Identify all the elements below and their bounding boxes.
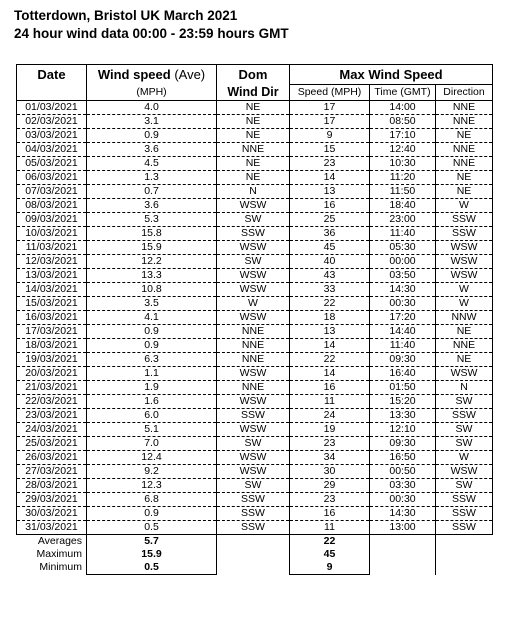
date-cell: 01/03/2021 [17, 101, 87, 115]
max-direction-cell: SSW [436, 507, 493, 521]
max-time-cell: 13:30 [370, 409, 436, 423]
max-time-cell: 08:50 [370, 115, 436, 129]
maximum-label: Maximum [36, 548, 82, 560]
dom-dir-cell: N [217, 185, 290, 199]
wind-data-table [16, 64, 493, 575]
max-speed-cell: 34 [290, 451, 370, 465]
max-direction-cell: N [436, 381, 493, 395]
averages-max: 22 [290, 535, 370, 549]
summary-blank [370, 561, 436, 575]
max-time-cell: 17:10 [370, 129, 436, 143]
max-direction-cell: NNE [436, 157, 493, 171]
dom-dir-cell: NNE [217, 339, 290, 353]
ave-speed-cell: 0.9 [87, 507, 217, 521]
table-row [17, 367, 493, 381]
max-time-cell: 11:20 [370, 171, 436, 185]
ave-speed-cell: 6.0 [87, 409, 217, 423]
report-title: Totterdown, Bristol UK March 2021 [14, 8, 238, 23]
dom-dir-cell: NE [217, 157, 290, 171]
max-speed-cell: 9 [290, 129, 370, 143]
max-time-cell: 17:20 [370, 311, 436, 325]
header-max-wind-speed: Max Wind Speed [290, 65, 493, 85]
table-row [17, 213, 493, 227]
ave-speed-cell: 13.3 [87, 269, 217, 283]
max-speed-cell: 22 [290, 353, 370, 367]
max-time-cell: 00:30 [370, 493, 436, 507]
dom-dir-cell: NE [217, 129, 290, 143]
ave-speed-cell: 12.2 [87, 255, 217, 269]
table-row [17, 339, 493, 353]
table-row [17, 101, 493, 115]
header-speed-mph: Speed (MPH) [290, 85, 370, 101]
max-direction-cell: NE [436, 171, 493, 185]
max-time-cell: 03:30 [370, 479, 436, 493]
dom-dir-cell: NNE [217, 143, 290, 157]
max-speed-cell: 45 [290, 241, 370, 255]
max-direction-cell: WSW [436, 367, 493, 381]
max-speed-cell: 29 [290, 479, 370, 493]
header-direction: Direction [436, 85, 493, 101]
dom-dir-cell: SSW [217, 227, 290, 241]
table-row [17, 521, 493, 535]
summary-blank [436, 548, 493, 561]
date-cell: 13/03/2021 [17, 269, 87, 283]
max-direction-cell: SSW [436, 213, 493, 227]
table-row [17, 395, 493, 409]
averages-ave: 5.7 [87, 535, 217, 549]
date-cell: 22/03/2021 [17, 395, 87, 409]
table-row [17, 143, 493, 157]
ave-speed-cell: 1.1 [87, 367, 217, 381]
date-cell: 19/03/2021 [17, 353, 87, 367]
ave-speed-cell: 15.8 [87, 227, 217, 241]
dom-dir-cell: WSW [217, 367, 290, 381]
ave-speed-cell: 1.9 [87, 381, 217, 395]
max-speed-cell: 14 [290, 367, 370, 381]
max-direction-cell: WSW [436, 241, 493, 255]
max-direction-cell: NNE [436, 339, 493, 353]
date-cell: 03/03/2021 [17, 129, 87, 143]
ave-speed-cell: 0.9 [87, 325, 217, 339]
max-speed-cell: 23 [290, 437, 370, 451]
date-cell: 26/03/2021 [17, 451, 87, 465]
table-row [17, 199, 493, 213]
ave-speed-cell: 0.9 [87, 129, 217, 143]
table-row [17, 409, 493, 423]
ave-speed-cell: 5.3 [87, 213, 217, 227]
ave-speed-cell: 3.6 [87, 143, 217, 157]
max-time-cell: 00:00 [370, 255, 436, 269]
max-direction-cell: NE [436, 353, 493, 367]
table-row [17, 269, 493, 283]
dom-dir-cell: W [217, 297, 290, 311]
max-time-cell: 01:50 [370, 381, 436, 395]
max-direction-cell: NNE [436, 115, 493, 129]
max-direction-cell: W [436, 199, 493, 213]
summary-blank [370, 548, 436, 561]
date-cell: 09/03/2021 [17, 213, 87, 227]
dom-dir-cell: SSW [217, 409, 290, 423]
max-direction-cell: SSW [436, 409, 493, 423]
max-speed-cell: 16 [290, 199, 370, 213]
max-speed-cell: 11 [290, 521, 370, 535]
date-cell: 04/03/2021 [17, 143, 87, 157]
max-time-cell: 14:30 [370, 283, 436, 297]
maximum-max: 45 [290, 548, 370, 561]
max-direction-cell: NE [436, 325, 493, 339]
max-speed-cell: 23 [290, 493, 370, 507]
dom-dir-cell: WSW [217, 311, 290, 325]
ave-speed-cell: 3.6 [87, 199, 217, 213]
max-time-cell: 00:50 [370, 465, 436, 479]
max-speed-cell: 17 [290, 115, 370, 129]
summary-blank [217, 548, 290, 561]
date-cell: 10/03/2021 [17, 227, 87, 241]
dom-dir-cell: SW [217, 255, 290, 269]
max-speed-cell: 13 [290, 185, 370, 199]
dom-dir-cell: NNE [217, 325, 290, 339]
minimum-max: 9 [290, 561, 370, 575]
max-speed-cell: 36 [290, 227, 370, 241]
minimum-ave: 0.5 [87, 561, 217, 575]
date-cell: 20/03/2021 [17, 367, 87, 381]
date-cell: 02/03/2021 [17, 115, 87, 129]
max-time-cell: 03:50 [370, 269, 436, 283]
dom-dir-cell: NNE [217, 381, 290, 395]
dom-dir-cell: NE [217, 115, 290, 129]
header-dom: Dom [217, 65, 290, 85]
max-direction-cell: SW [436, 423, 493, 437]
ave-speed-cell: 9.2 [87, 465, 217, 479]
max-speed-cell: 13 [290, 325, 370, 339]
max-speed-cell: 25 [290, 213, 370, 227]
date-cell: 17/03/2021 [17, 325, 87, 339]
date-cell: 18/03/2021 [17, 339, 87, 353]
summary-blank [217, 561, 290, 575]
max-time-cell: 18:40 [370, 199, 436, 213]
ave-speed-cell: 0.5 [87, 521, 217, 535]
dom-dir-cell: WSW [217, 423, 290, 437]
ave-speed-cell: 15.9 [87, 241, 217, 255]
max-time-cell: 14:40 [370, 325, 436, 339]
max-direction-cell: SSW [436, 227, 493, 241]
summary-blank [436, 561, 493, 575]
table-row [17, 381, 493, 395]
max-speed-cell: 33 [290, 283, 370, 297]
header-wind-speed: Wind speed (Ave) [87, 65, 217, 85]
ave-speed-cell: 12.4 [87, 451, 217, 465]
max-speed-cell: 17 [290, 101, 370, 115]
max-direction-cell: WSW [436, 465, 493, 479]
max-speed-cell: 24 [290, 409, 370, 423]
max-time-cell: 16:40 [370, 367, 436, 381]
max-speed-cell: 15 [290, 143, 370, 157]
table-row [17, 129, 493, 143]
table-row [17, 423, 493, 437]
max-direction-cell: SW [436, 437, 493, 451]
table-row [17, 437, 493, 451]
date-cell: 05/03/2021 [17, 157, 87, 171]
table-row [17, 353, 493, 367]
max-time-cell: 12:10 [370, 423, 436, 437]
max-speed-cell: 43 [290, 269, 370, 283]
max-direction-cell: W [436, 283, 493, 297]
max-time-cell: 10:30 [370, 157, 436, 171]
table-row [17, 241, 493, 255]
ave-speed-cell: 7.0 [87, 437, 217, 451]
max-time-cell: 12:40 [370, 143, 436, 157]
header-date: Date [17, 65, 87, 85]
ave-speed-cell: 0.7 [87, 185, 217, 199]
minimum-label: Minimum [39, 561, 82, 574]
report-subtitle: 24 hour wind data 00:00 - 23:59 hours GMT [14, 26, 289, 41]
ave-speed-cell: 6.8 [87, 493, 217, 507]
max-speed-cell: 30 [290, 465, 370, 479]
table-row [17, 465, 493, 479]
dom-dir-cell: SW [217, 213, 290, 227]
ave-speed-cell: 3.1 [87, 115, 217, 129]
dom-dir-cell: NE [217, 171, 290, 185]
ave-speed-cell: 5.1 [87, 423, 217, 437]
max-time-cell: 15:20 [370, 395, 436, 409]
max-time-cell: 14:30 [370, 507, 436, 521]
summary-blank [370, 535, 436, 549]
max-speed-cell: 18 [290, 311, 370, 325]
date-cell: 25/03/2021 [17, 437, 87, 451]
max-time-cell: 16:50 [370, 451, 436, 465]
date-cell: 14/03/2021 [17, 283, 87, 297]
date-cell: 11/03/2021 [17, 241, 87, 255]
date-cell: 12/03/2021 [17, 255, 87, 269]
date-cell: 06/03/2021 [17, 171, 87, 185]
date-cell: 07/03/2021 [17, 185, 87, 199]
max-speed-cell: 40 [290, 255, 370, 269]
ave-speed-cell: 0.9 [87, 339, 217, 353]
date-cell: 23/03/2021 [17, 409, 87, 423]
max-speed-cell: 23 [290, 157, 370, 171]
max-speed-cell: 11 [290, 395, 370, 409]
dom-dir-cell: NNE [217, 353, 290, 367]
max-direction-cell: SSW [436, 493, 493, 507]
date-cell: 30/03/2021 [17, 507, 87, 521]
table-row [17, 171, 493, 185]
table-row [17, 479, 493, 493]
max-time-cell: 11:50 [370, 185, 436, 199]
maximum-ave: 15.9 [87, 548, 217, 561]
table-row [17, 311, 493, 325]
table-row [17, 115, 493, 129]
ave-speed-cell: 3.5 [87, 297, 217, 311]
dom-dir-cell: WSW [217, 283, 290, 297]
max-time-cell: 11:40 [370, 227, 436, 241]
dom-dir-cell: WSW [217, 465, 290, 479]
dom-dir-cell: SSW [217, 507, 290, 521]
ave-speed-cell: 12.3 [87, 479, 217, 493]
max-speed-cell: 22 [290, 297, 370, 311]
ave-speed-cell: 6.3 [87, 353, 217, 367]
date-cell: 27/03/2021 [17, 465, 87, 479]
max-time-cell: 00:30 [370, 297, 436, 311]
max-direction-cell: W [436, 451, 493, 465]
date-cell: 31/03/2021 [17, 521, 87, 535]
header-wind-dir: Wind Dir [217, 85, 290, 101]
date-cell: 15/03/2021 [17, 297, 87, 311]
max-speed-cell: 16 [290, 507, 370, 521]
ave-speed-cell: 4.5 [87, 157, 217, 171]
max-speed-cell: 14 [290, 171, 370, 185]
max-direction-cell: NNE [436, 143, 493, 157]
summary-blank [217, 535, 290, 549]
max-speed-cell: 19 [290, 423, 370, 437]
ave-speed-cell: 4.1 [87, 311, 217, 325]
max-speed-cell: 14 [290, 339, 370, 353]
table-row [17, 157, 493, 171]
summary-blank [436, 535, 493, 549]
date-cell: 29/03/2021 [17, 493, 87, 507]
header-time-gmt: Time (GMT) [370, 85, 436, 101]
table-row [17, 227, 493, 241]
max-time-cell: 23:00 [370, 213, 436, 227]
max-time-cell: 05:30 [370, 241, 436, 255]
table-row [17, 283, 493, 297]
dom-dir-cell: SSW [217, 493, 290, 507]
table-row [17, 297, 493, 311]
date-cell: 08/03/2021 [17, 199, 87, 213]
dom-dir-cell: WSW [217, 395, 290, 409]
header-mph: (MPH) [87, 85, 217, 101]
max-direction-cell: NNW [436, 311, 493, 325]
dom-dir-cell: WSW [217, 269, 290, 283]
max-direction-cell: WSW [436, 255, 493, 269]
table-row [17, 185, 493, 199]
table-row [17, 507, 493, 521]
max-time-cell: 09:30 [370, 437, 436, 451]
date-cell: 24/03/2021 [17, 423, 87, 437]
ave-speed-cell: 10.8 [87, 283, 217, 297]
dom-dir-cell: WSW [217, 241, 290, 255]
dom-dir-cell: WSW [217, 199, 290, 213]
date-cell: 16/03/2021 [17, 311, 87, 325]
max-direction-cell: NNE [436, 101, 493, 115]
averages-label: Averages [37, 535, 82, 547]
max-time-cell: 11:40 [370, 339, 436, 353]
ave-speed-cell: 1.6 [87, 395, 217, 409]
max-direction-cell: SSW [436, 521, 493, 535]
dom-dir-cell: SSW [217, 521, 290, 535]
max-direction-cell: NE [436, 129, 493, 143]
dom-dir-cell: SW [217, 479, 290, 493]
max-direction-cell: WSW [436, 269, 493, 283]
max-direction-cell: NE [436, 185, 493, 199]
max-direction-cell: W [436, 297, 493, 311]
max-time-cell: 14:00 [370, 101, 436, 115]
dom-dir-cell: NE [217, 101, 290, 115]
max-time-cell: 13:00 [370, 521, 436, 535]
header-date-blank [17, 85, 87, 101]
ave-speed-cell: 1.3 [87, 171, 217, 185]
table-row [17, 451, 493, 465]
max-direction-cell: SW [436, 479, 493, 493]
max-direction-cell: SW [436, 395, 493, 409]
max-speed-cell: 16 [290, 381, 370, 395]
table-row [17, 493, 493, 507]
dom-dir-cell: WSW [217, 451, 290, 465]
max-time-cell: 09:30 [370, 353, 436, 367]
date-cell: 28/03/2021 [17, 479, 87, 493]
table-row [17, 325, 493, 339]
table-row [17, 255, 493, 269]
date-cell: 21/03/2021 [17, 381, 87, 395]
dom-dir-cell: SW [217, 437, 290, 451]
ave-speed-cell: 4.0 [87, 101, 217, 115]
